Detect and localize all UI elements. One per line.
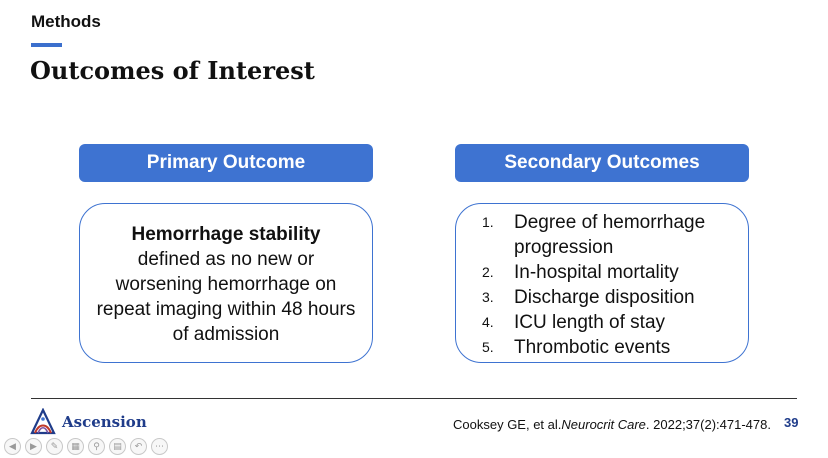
list-item xyxy=(456,285,740,310)
list-item xyxy=(456,310,740,335)
page-number: 39 xyxy=(784,415,799,430)
list-text: Degree of hemorrhage progression xyxy=(514,212,706,258)
slides-icon[interactable]: ▦ xyxy=(67,438,84,455)
presentation-toolbar xyxy=(4,437,168,455)
slide-title: Outcomes of Interest xyxy=(30,56,315,85)
list-number: 3. xyxy=(482,289,494,305)
ascension-logo-icon xyxy=(30,408,56,436)
section-label: Methods xyxy=(31,12,101,31)
primary-outcome-bold: Hemorrhage stability xyxy=(131,224,321,245)
list-number: 4. xyxy=(482,314,494,330)
list-number: 5. xyxy=(482,339,494,355)
list-number: 2. xyxy=(482,264,494,280)
list-number: 1. xyxy=(482,214,494,230)
primary-outcome-text xyxy=(80,222,372,347)
list-item xyxy=(456,210,740,260)
primary-outcome-panel xyxy=(79,203,373,363)
citation-authors: Cooksey GE, et al. xyxy=(453,417,562,432)
secondary-outcomes-panel xyxy=(455,203,749,363)
prev-icon[interactable]: ◀ xyxy=(4,438,21,455)
citation xyxy=(453,417,771,432)
footer-divider xyxy=(31,398,797,399)
ascension-logo xyxy=(30,407,147,437)
next-icon[interactable]: ▶ xyxy=(25,438,42,455)
pen-icon[interactable]: ✎ xyxy=(46,438,63,455)
zoom-icon[interactable]: ⚲ xyxy=(88,438,105,455)
accent-bar xyxy=(31,43,62,47)
secondary-outcomes-list xyxy=(456,210,740,360)
list-item xyxy=(456,335,740,360)
subtitles-icon[interactable]: ▤ xyxy=(109,438,126,455)
list-text: Thrombotic events xyxy=(514,337,671,358)
more-icon[interactable]: ⋯ xyxy=(151,438,168,455)
back-icon[interactable]: ↶ xyxy=(130,438,147,455)
list-text: In-hospital mortality xyxy=(514,262,679,283)
list-text: ICU length of stay xyxy=(514,312,666,333)
citation-journal: Neurocrit Care xyxy=(561,417,646,432)
secondary-outcomes-header: Secondary Outcomes xyxy=(455,144,749,182)
list-text: Discharge disposition xyxy=(514,287,695,308)
primary-outcome-header: Primary Outcome xyxy=(79,144,373,182)
logo-text: Ascension xyxy=(62,413,147,431)
primary-outcome-definition: defined as no new or worsening hemorrhage on repeat imaging within 48 hours of admission xyxy=(96,249,356,345)
citation-details: . 2022;37(2):471-478. xyxy=(645,417,771,432)
list-item xyxy=(456,260,740,285)
